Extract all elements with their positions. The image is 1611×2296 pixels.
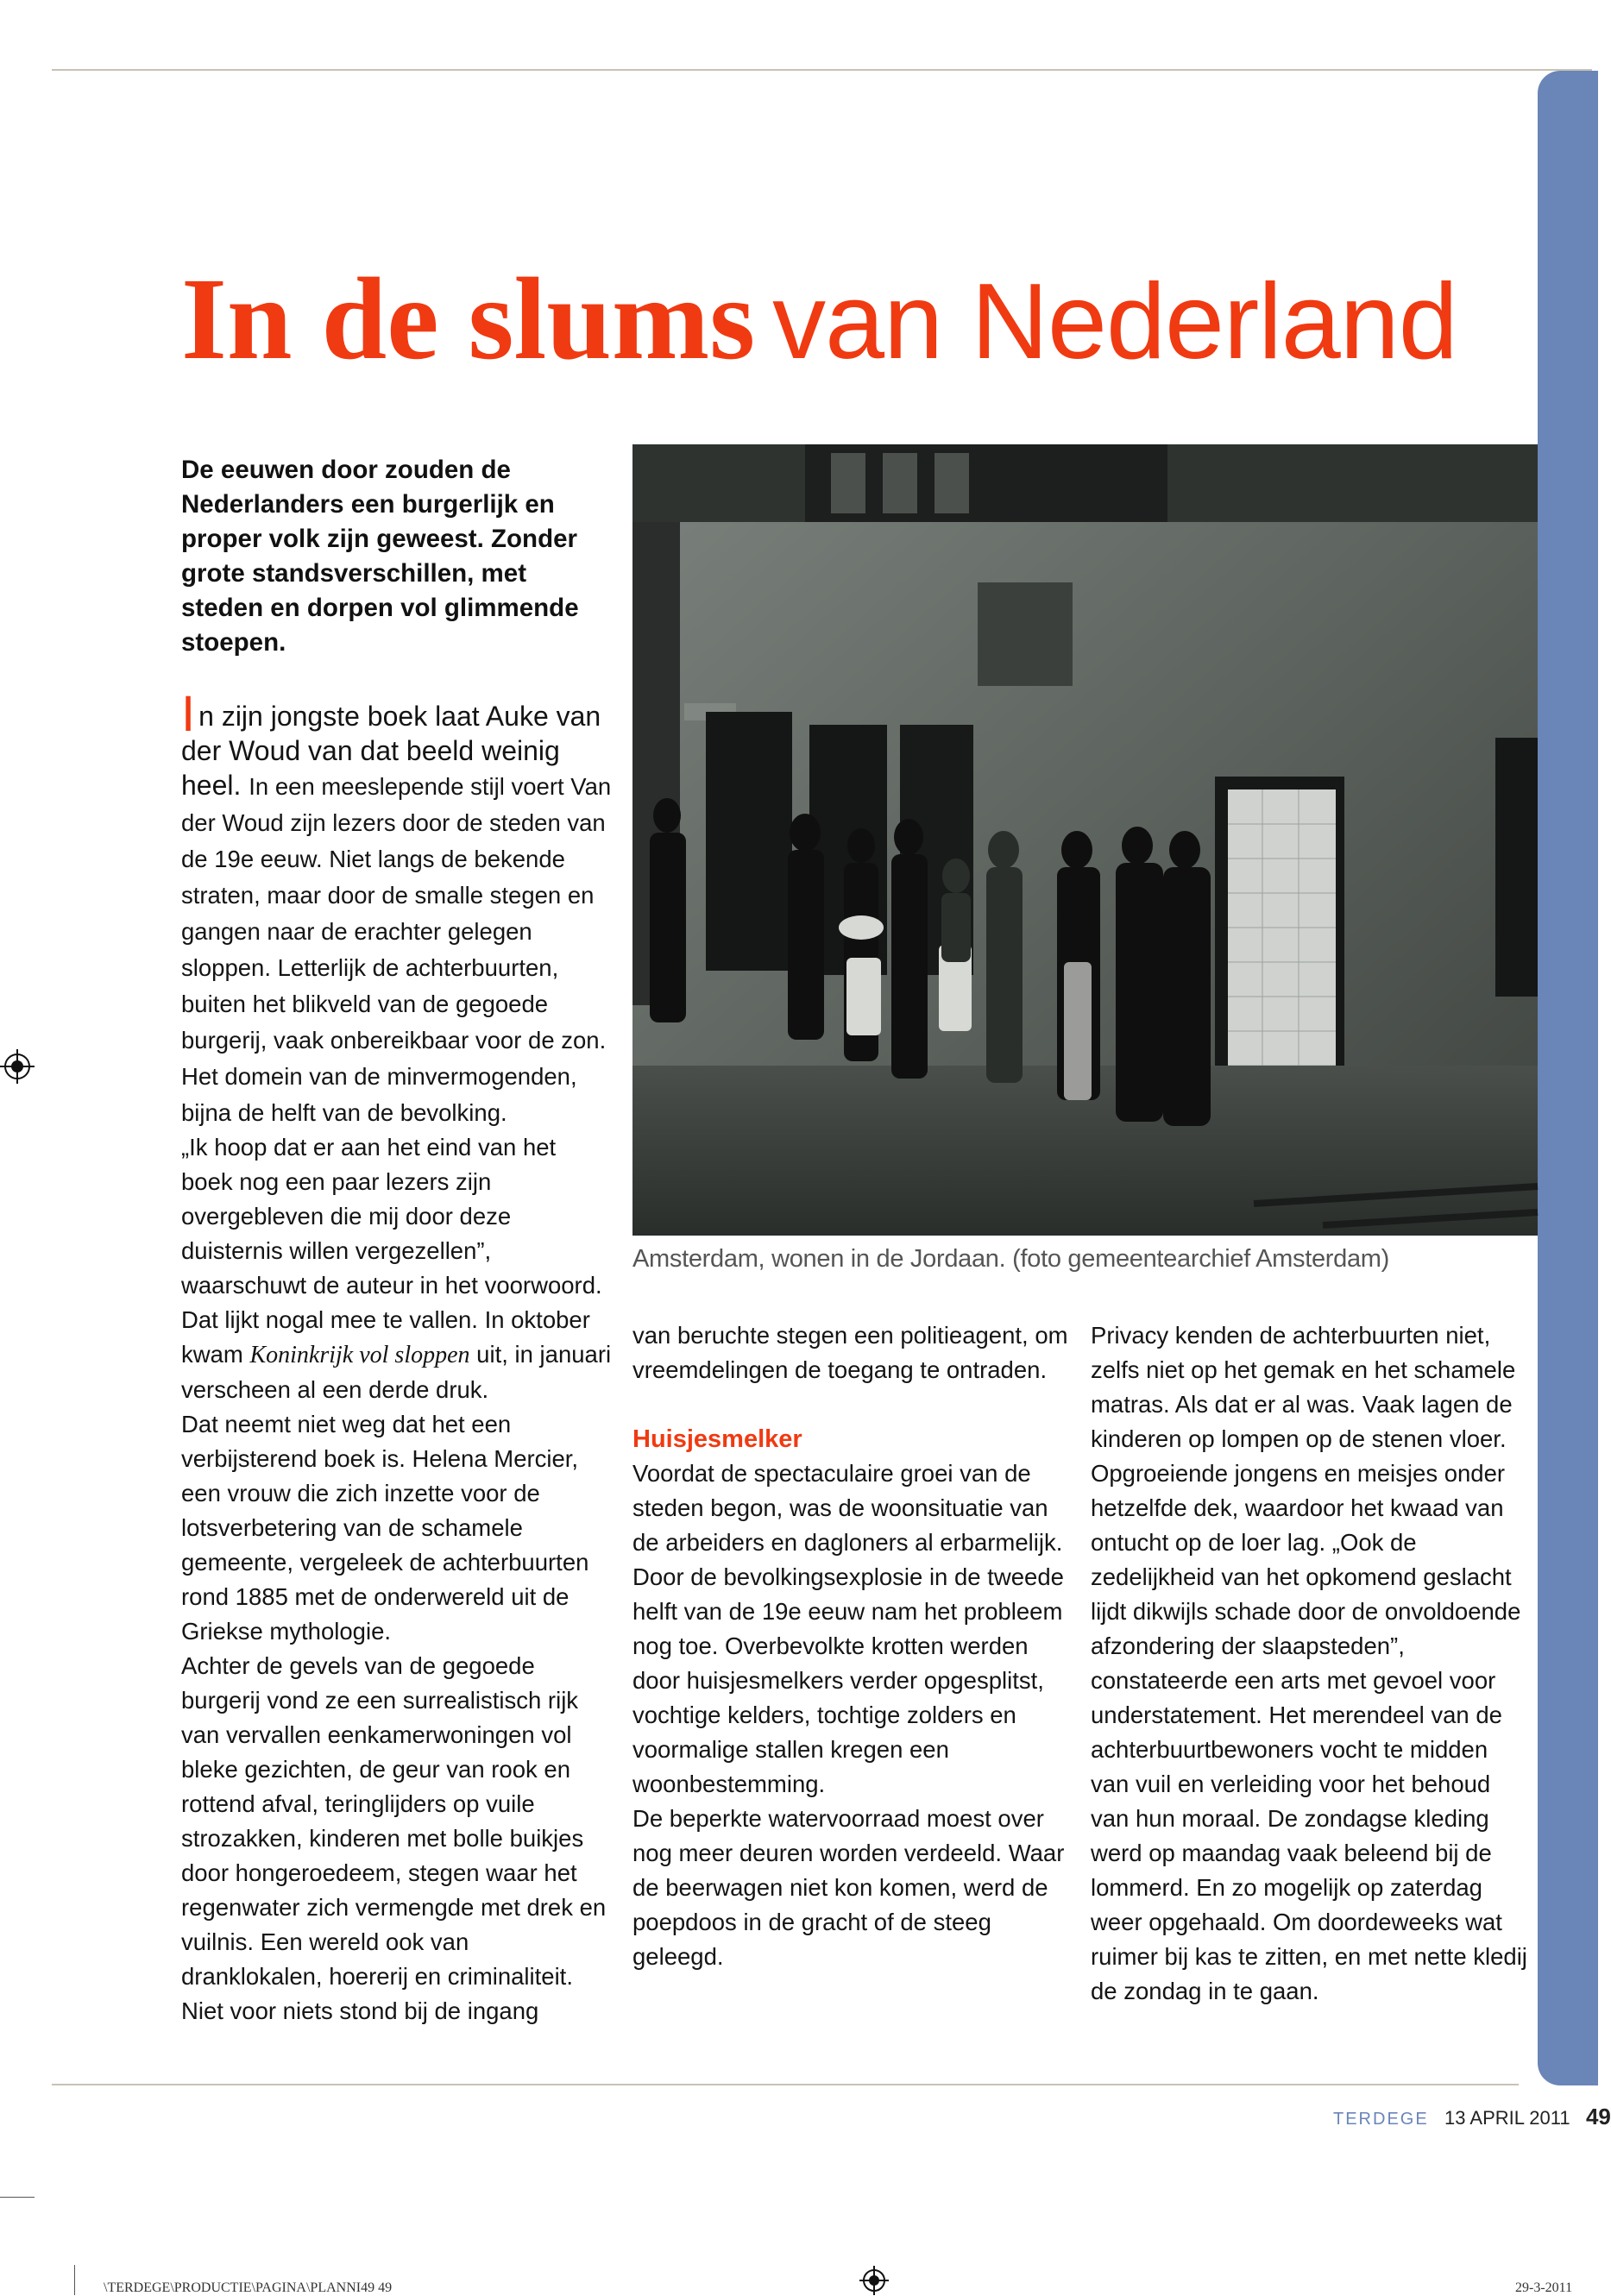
page-footer bbox=[1333, 2104, 1611, 2130]
col1-paragraph-1: In een meeslepende stijl voert Van der Woud zijn lezers door de steden van de 19e eeuw. Niet langs de bekende straten, maar door de smalle stegen en gangen naar de erachter gelegen sloppen. Letterlijk de achterbuurten, buiten het blikveld van de gegoede burgerij, vaak onbereikbaar voor de zon. Het domein van de minvermogenden, bijna de helft van de bevolking. bbox=[181, 773, 612, 1126]
title-light: van Nederland bbox=[772, 262, 1457, 381]
publication-name: TERDEGE bbox=[1333, 2110, 1429, 2129]
page-number: 49 bbox=[1585, 2104, 1611, 2129]
side-tab bbox=[1538, 71, 1598, 2085]
text-column-1 bbox=[181, 686, 613, 2029]
col1-paragraph-4: Achter de gevels van de gegoede burgerij vond ze een surrealistisch rijk van vervallen eenkamerwoningen vol bleke gezichten, de geur van rook en rottend afval, teringlijders op vuile strozakken, kinderen met bolle buikjes door hongeroedeem, stegen waar het regenwater zich vermengde met drek en vuilnis. Een wereld ook van dranklokalen, hoererij en criminaliteit. Niet voor niets stond bij de ingang bbox=[181, 1652, 607, 2024]
slug-date: 29-3-2011 bbox=[1515, 2280, 1573, 2295]
col1-paragraph-2-end: uit, in januari verscheen al een derde druk. bbox=[181, 1341, 612, 1403]
registration-mark-icon bbox=[0, 1049, 35, 1084]
crop-mark bbox=[0, 2197, 35, 2198]
article-title bbox=[181, 250, 1527, 424]
text-column-3 bbox=[1091, 1318, 1531, 2009]
photo-illustration bbox=[632, 444, 1538, 1236]
issue-date: 13 APRIL 2011 bbox=[1444, 2107, 1570, 2129]
top-rule bbox=[52, 69, 1592, 71]
col2-paragraph-2: Voordat de spectaculaire groei van de steden begon, was de woonsituatie van de arbeiders en dagloners al erbarmelijk. Door de bevolkingsexplosie in de tweede helft van de 19e eeuw nam het probleem nog toe. Overbevolkte krotten werden door huisjesmelkers verder opgesplitst, vochtige kelders, tochtige zolders en voormalige stallen kregen een woonbestemming. bbox=[632, 1460, 1064, 1797]
subhead-huisjesmelker: Huisjesmelker bbox=[632, 1425, 802, 1453]
bottom-rule bbox=[52, 2084, 1519, 2085]
title-bold: In de slums bbox=[181, 255, 756, 384]
registration-mark-icon bbox=[859, 2266, 889, 2295]
lead-text: n zijn jongste boek laat Auke van der Woud van dat beeld weinig heel. bbox=[181, 701, 601, 801]
drop-cap: I bbox=[181, 686, 196, 742]
col1-paragraph-3: Dat neemt niet weg dat het een verbijsterend boek is. Helena Mercier, een vrouw die zich inzette voor de lotsverbetering van de schamele gemeente, vergeleek de achterbuurten rond 1885 met de onderwereld uit de Griekse mythologie. bbox=[181, 1411, 589, 1645]
col3-paragraph-1: Privacy kenden de achterbuurten niet, zelfs niet op het gemak en het schamele matras. Als dat er al was. Vaak lagen de kinderen op lompen op de stenen vloer. Opgroeiende jongens en meisjes onder hetzelfde dek, waardoor het kwaad van ontucht op de loer lag. „Ook de zedelijkheid van het opkomend geslacht lijdt dikwijls schade door de onvoldoende afzondering der slaapsteden”, constateerde een arts met gevoel voor understatement. Het merendeel van de achterbuurtbewoners vocht te midden van vuil en verleiding voor het behoud van hun moraal. De zondagse kleding werd op maandag vaak beleend bij de lommerd. En zo mogelijk op zaterdag weer opgehaald. Om doordeweeks wat ruimer bij kas te zitten, en met nette kledij de zondag in te gaan. bbox=[1091, 1322, 1527, 2004]
photo-caption: Amsterdam, wonen in de Jordaan. (foto gemeentearchief Amsterdam) bbox=[632, 1245, 1390, 1273]
lead-paragraph bbox=[181, 686, 613, 1130]
col1-paragraph-2-text: „Ik hoop dat er aan het eind van het boek nog een paar lezers zijn overgebleven die mij door deze duisternis willen vergezellen”, waarschuwt de auteur in het voorwoord. Dat lijkt nogal mee te vallen. In oktober kwam bbox=[181, 1134, 602, 1368]
crop-mark bbox=[74, 2265, 75, 2295]
book-title: Koninkrijk vol sloppen bbox=[249, 1342, 470, 1368]
col2-paragraph-3: De beperkte watervoorraad moest over nog meer deuren worden verdeeld. Waar de beerwagen niet kon komen, werd de poepdoos in de gracht of de steeg geleegd. bbox=[632, 1805, 1065, 1970]
article-photo bbox=[632, 444, 1538, 1236]
col1-paragraph-2 bbox=[181, 1130, 613, 1407]
article-intro: De eeuwen door zouden de Nederlanders een burgerlijk en proper volk zijn geweest. Zonder grote standsverschillen, met steden en dorpen vol glimmende stoepen. bbox=[181, 456, 579, 657]
slug-path: \TERDEGE\PRODUCTIE\PAGINA\PLANNI49 49 bbox=[104, 2280, 393, 2295]
col2-paragraph-1: van beruchte stegen een politieagent, om vreemdelingen de toegang te ontraden. bbox=[632, 1322, 1068, 1383]
text-column-2 bbox=[632, 1318, 1073, 1974]
